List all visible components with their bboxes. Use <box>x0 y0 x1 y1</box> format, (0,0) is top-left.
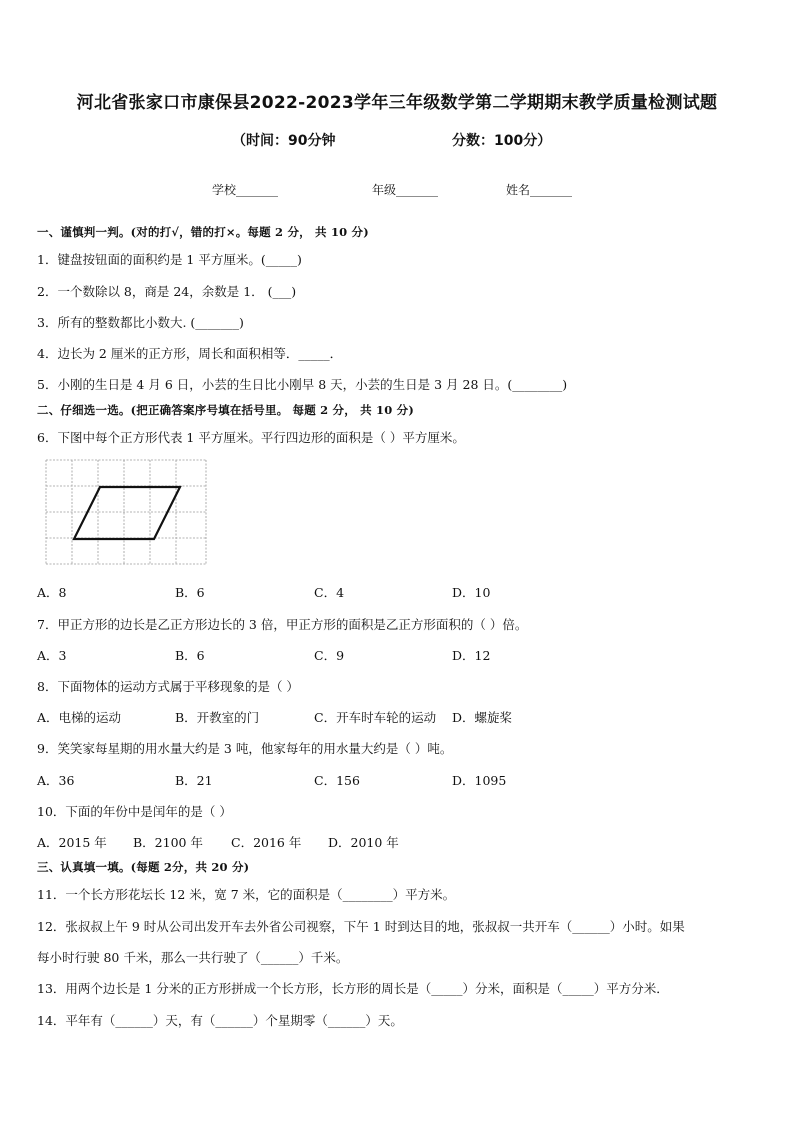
q10-option-d: D．2010 年 <box>328 835 399 850</box>
question-8: 8．下面物体的运动方式属于平移现象的是（ ） <box>37 679 299 694</box>
q10-option-c: C．2016 年 <box>231 835 302 850</box>
school-field: 学校_______ <box>212 183 279 197</box>
q8-option-a: A．电梯的运动 <box>37 710 122 725</box>
question-5: 5．小刚的生日是 4 月 6 日，小芸的生日比小刚早 8 天，小芸的生日是 3 月 28 日。(________) <box>37 377 568 392</box>
question-12-line-2: 每小时行驶 80 千米，那么一共行驶了（______）千米。 <box>37 950 349 965</box>
q7-option-a: A．3 <box>37 648 67 663</box>
question-13: 13．用两个边长是 1 分米的正方形拼成一个长方形，长方形的周长是（_____）分米，面积是（_____）平方分米． <box>37 981 669 996</box>
question-6: 6．下图中每个正方形代表 1 平方厘米。平行四边形的面积是（ ）平方厘米。 <box>37 430 465 445</box>
q9-option-a: A．36 <box>37 773 75 788</box>
question-1: 1．键盘按钮面的面积约是 1 平方厘米。(_____) <box>37 252 302 267</box>
question-2: 2．一个数除以 8，商是 24，余数是 1． (___) <box>37 284 297 299</box>
question-7: 7．甲正方形的边长是乙正方形边长的 3 倍，甲正方形的面积是乙正方形面积的（ ）倍。 <box>37 617 528 632</box>
q6-option-d: D．10 <box>452 585 491 600</box>
question-14: 14．平年有（______）天，有（______）个星期零（______）天。 <box>37 1013 403 1028</box>
q9-option-d: D．1095 <box>452 773 507 788</box>
question-11: 11．一个长方形花坛长 12 米，宽 7 米，它的面积是（________）平方米。 <box>37 887 456 902</box>
q9-option-b: B．21 <box>175 773 213 788</box>
question-9: 9．笑笑家每星期的用水量大约是 3 吨，他家每年的用水量大约是（ ）吨。 <box>37 741 453 756</box>
q8-option-c: C．开车时车轮的运动 <box>314 710 437 725</box>
exam-score: 分数：100分） <box>452 133 552 149</box>
q8-option-b: B．开教室的门 <box>175 710 260 725</box>
grade-field: 年级_______ <box>372 183 439 197</box>
q10-option-a: A．2015 年 <box>37 835 107 850</box>
question-4: 4．边长为 2 厘米的正方形，周长和面积相等．_____． <box>37 346 343 361</box>
parallelogram-grid-svg <box>44 458 210 568</box>
section-2-heading: 二、仔细选一选。(把正确答案序号填在括号里。 每题 2 分， 共 10 分) <box>37 403 415 417</box>
q6-option-a: A．8 <box>37 585 67 600</box>
q7-option-d: D．12 <box>452 648 491 663</box>
question-10: 10．下面的年份中是闰年的是（ ） <box>37 804 232 819</box>
section-1-heading: 一、谨慎判一判。(对的打√，错的打×。每题 2 分， 共 10 分) <box>37 225 369 239</box>
q7-option-c: C．9 <box>314 648 345 663</box>
q9-option-c: C．156 <box>314 773 360 788</box>
q10-option-b: B．2100 年 <box>133 835 203 850</box>
parallelogram-shape <box>74 487 180 539</box>
q7-option-b: B．6 <box>175 648 205 663</box>
q6-option-c: C．4 <box>314 585 345 600</box>
parallelogram-grid-figure <box>44 458 210 572</box>
question-3: 3．所有的整数都比小数大. (_______) <box>37 315 244 330</box>
question-12-line-1: 12．张叔叔上午 9 时从公司出发开车去外省公司视察，下午 1 时到达目的地，张叔叔一共开车（______）小时。如果 <box>37 919 685 934</box>
q8-option-d: D．螺旋桨 <box>452 710 513 725</box>
section-3-heading: 三、认真填一填。(每题 2分，共 20 分) <box>37 860 250 874</box>
q6-option-b: B．6 <box>175 585 205 600</box>
exam-title: 河北省张家口市康保县2022-2023学年三年级数学第二学期期末教学质量检测试题 <box>76 93 718 113</box>
exam-time: （时间：90分钟 <box>232 133 336 149</box>
name-field: 姓名_______ <box>506 183 573 197</box>
